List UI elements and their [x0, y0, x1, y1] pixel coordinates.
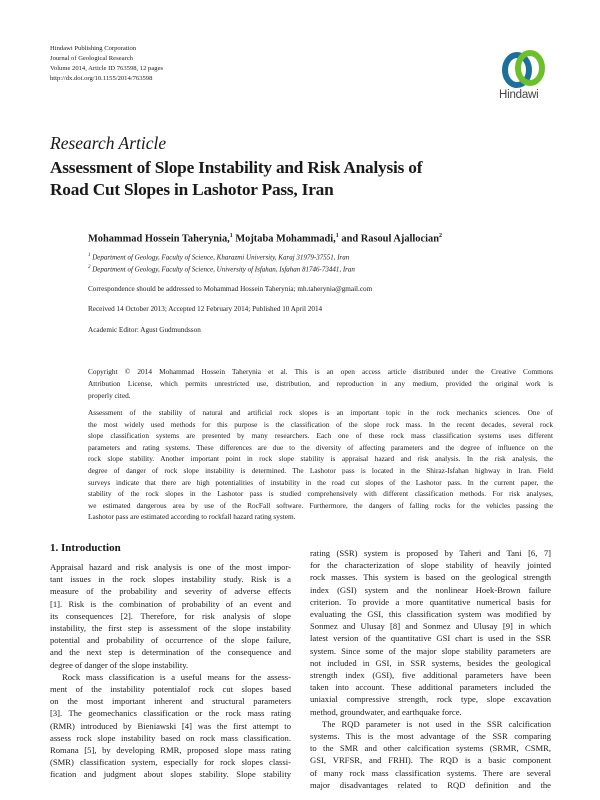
body-text-line: ment of the instability potentialof rock cut slopes based	[50, 684, 291, 694]
body-text-line: Sonmez and Ulusay [8] and Sonmez and Ulusay [9] in which	[310, 621, 551, 632]
body-text-line: to the SMR and other calcification systems (SRMR, CSMR,	[310, 743, 551, 754]
body-text-line: and the next step is determination of the consequence and	[50, 647, 291, 658]
abstract-line: surveys indicate that there are high potentialities of instability in the road cut slopes of the Lashotor pass. In the current paper, the	[88, 477, 553, 487]
body-text-line: for the characterization of slope stability of heavily jointed	[310, 560, 551, 571]
body-text-line: fication and judgment about slopes stability. Slope stability	[50, 769, 291, 780]
copyright-line: Attribution License, which permits unrestricted use, distribution, and reproduction in any medium, provided the original work is	[88, 379, 553, 388]
abstract-line: the most widely used methods for this purpose is the classification of the slope rock mass. In the recent decades, several rock	[88, 419, 553, 429]
affiliation-2	[88, 265, 355, 273]
body-text-line: [1]. Risk is the combination of probability of an event and	[50, 598, 291, 609]
volume-info: Volume 2014, Article ID 763598, 12 pages	[50, 65, 164, 72]
body-text-line: index (GSI) system and the nonlinear Hoek-Brown failure	[310, 584, 551, 595]
body-text-line: latest version of the quantitative GSI chart is used in the SSR	[310, 633, 551, 644]
body-text-line: criterion. To provide a more quantitative numerical basis for	[310, 596, 551, 607]
author-list	[88, 233, 442, 244]
affiliation-text: Department of Geology, Faculty of Science, Kharazmi University, Karaj 31979-37551, Iran	[90, 253, 350, 262]
section-heading-introduction: 1. Introduction	[50, 542, 121, 554]
body-text-line: on the most important inherent and structural parameters	[50, 696, 291, 707]
body-text-line: (SMR) classification system, especially for rock slopes classi-	[50, 757, 291, 768]
author-name: and Rasoul Ajallocian	[338, 233, 439, 245]
body-text-line: major disadvantages related to RQD definition and the	[310, 779, 551, 790]
author-affiliation-mark: 2	[438, 233, 442, 239]
body-text-line: tant issues in the rock slopes instability study. Risk is a	[50, 574, 291, 585]
abstract-line: degree of danger of rock slope instability is determined. The Lashotor pass is located in the Shiraz-Isfahan highway in Iran. Field	[88, 466, 553, 475]
publisher: Hindawi Publishing Corporation	[50, 45, 137, 52]
body-text-line: [3]. The geomechanics classification or the rock mass rating	[50, 708, 291, 719]
doi-link[interactable]: http://dx.doi.org/10.1155/2014/763598	[50, 75, 153, 82]
abstract-line: rock slope stability. Another important point in rock slope stability is appraisal hazard and risk analysis. In the risk analysis, the	[88, 454, 553, 464]
article-type: Research Article	[50, 133, 167, 153]
copyright-line: properly cited.	[88, 391, 131, 400]
affiliation-text: Department of Geology, Faculty of Science, University of Isfahan, Isfahan 81746-73441, Iran	[90, 265, 355, 274]
abstract-line: parameters and rating systems. These differences are due to the diversity of affecting parameters and the degree of influence on the	[88, 442, 553, 452]
body-text-line: taken into account. These additional parameters included the	[310, 682, 551, 693]
academic-editor: Academic Editor: Agust Gudmundsson	[88, 326, 201, 334]
affiliation-mark: 1	[88, 253, 91, 258]
article-title-line-2: Road Cut Slopes in Lashotor Pass, Iran	[50, 180, 334, 199]
body-text-line: Appraisal hazard and risk analysis is one of the most impor-	[50, 562, 291, 572]
body-text-line: potential and probability of occurrence of the slope failure,	[50, 635, 291, 646]
body-text-line: strength index (GSI), five additional parameters have been	[310, 670, 551, 680]
body-text-line: of many rock mass classification systems. There are several	[310, 767, 551, 778]
body-text-line: assess rock slope instability based on rock mass classification.	[50, 732, 291, 743]
publication-dates: Received 14 October 2013; Accepted 12 February 2014; Published 10 April 2014	[88, 305, 323, 313]
author-name: Mohammad Hossein Taherynia,	[88, 233, 230, 245]
body-text-line: evaluating the GSI, this classification system was modified by	[310, 609, 551, 619]
author-affiliation-mark: 1	[335, 233, 339, 239]
body-text-line: systems. This is the most advantage of the SSR comparing	[310, 731, 551, 741]
author-affiliation-mark: 1	[229, 233, 233, 239]
body-text-line: system. Since some of the major slope stability parameters are	[310, 645, 551, 656]
abstract-line: we estimated dangerous area by use of the RocFall software. Furthermore, the dangers of falling rocks for the vehicles passing the	[88, 500, 553, 510]
affiliation-mark: 2	[88, 265, 91, 270]
journal-name: Journal of Geological Research	[50, 55, 133, 62]
body-text-line: Rock mass classification is a useful means for the assess-	[62, 671, 291, 682]
body-text-line: Romana [5], by developing RMR, proposed slope mass rating	[50, 745, 291, 755]
author-name: Mojtaba Mohammadi,	[232, 233, 336, 245]
body-text-line: (RMR) introduced by Bieniawski [4] was the first attempt to	[50, 720, 291, 731]
body-text-line: rating (SSR) system is proposed by Taheri and Tani [6, 7]	[310, 548, 551, 558]
body-text-line: degree of danger of the slope instability.	[50, 659, 189, 670]
abstract-line: slope classification systems are presented by many researchers. Each one of these rock mass classification systems uses different	[88, 431, 553, 441]
abstract-line: Assessment of the stability of natural and artificial rock slopes is an important topic in the rock mechanics sciences. One of	[88, 408, 553, 417]
abstract-line: stability of the rock slopes in the Lashotor pass is studied comprehensively with different classification methods. For risk analyses,	[88, 489, 553, 499]
body-text-line: not included in GSI, in SSR systems, besides the geological	[310, 657, 551, 668]
body-text-line: The RQD parameter is not used in the SSR calcification	[322, 718, 551, 729]
article-title-line-1: Assessment of Slope Instability and Risk Analysis of	[50, 158, 423, 177]
body-text-line: GSI, VRFSR, and FRHI). The RQD is a basic component	[310, 755, 551, 766]
affiliation-1	[88, 253, 349, 261]
body-text-line: uniaxial compressive strength, rock type, slope excavation	[310, 694, 551, 705]
body-text-line: instability, the first step is assessment of the slope instability	[50, 623, 291, 633]
copyright-line: Copyright © 2014 Mohammad Hossein Taherynia et al. This is an open access article distributed under the Creative Commons	[88, 367, 553, 376]
body-text-line: measure of the probability and severity of adverse effects	[50, 586, 291, 597]
abstract-line: Lashotor pass are estimated according to rockfall hazard rating system.	[88, 512, 296, 522]
hindawi-logo-text: Hindawi	[499, 89, 539, 101]
body-text-line: its consequences [2]. Therefore, for risk analysis of slope	[50, 610, 291, 621]
body-text-line: method, groundwater, and earthquake force.	[310, 706, 462, 717]
body-text-line: rock masses. This system is based on the geological strength	[310, 572, 551, 583]
correspondence: Correspondence should be addressed to Mohammad Hossein Taherynia; mh.taherynia@gmail.com	[88, 285, 373, 293]
